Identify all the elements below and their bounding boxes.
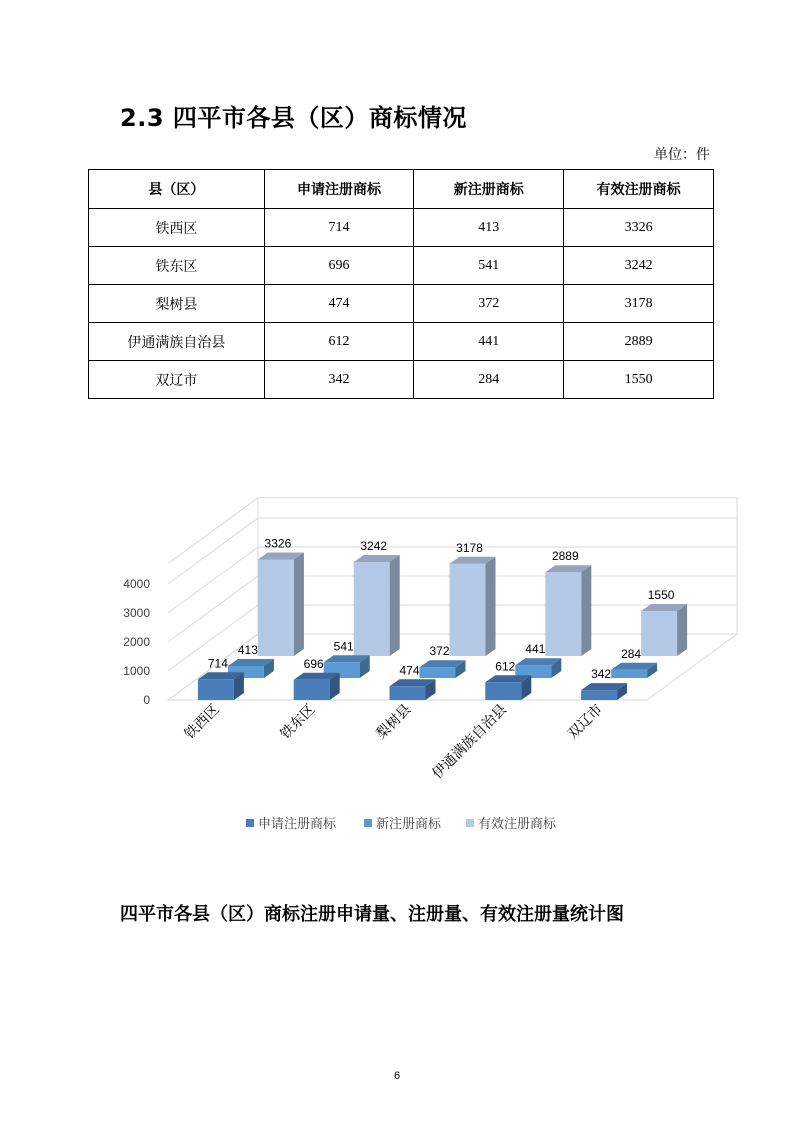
section-heading: 2.3 四平市各县（区）商标情况 (120, 104, 467, 132)
bar-front (611, 670, 647, 678)
chart-caption: 四平市各县（区）商标注册申请量、注册量、有效注册量统计图 (120, 904, 624, 925)
data-label: 3178 (456, 540, 483, 555)
cell-applied: 696 (264, 247, 414, 285)
bar-front (545, 572, 581, 656)
data-label: 441 (525, 642, 546, 657)
data-label: 612 (495, 659, 516, 674)
bar-front (450, 564, 486, 656)
cell-county: 双辽市 (89, 361, 265, 399)
data-label: 413 (237, 643, 258, 658)
cell-county: 铁西区 (89, 209, 265, 247)
data-label: 3326 (264, 536, 292, 551)
y-tick-label: 2000 (123, 635, 150, 649)
bar-front (641, 611, 677, 656)
x-tick-label: 铁西区 (181, 701, 223, 743)
cell-applied: 342 (264, 361, 414, 399)
page-number: 6 (393, 1070, 401, 1082)
header-new: 新注册商标 (414, 170, 564, 209)
bar-side (486, 557, 496, 656)
legend-label: 申请注册商标 (258, 817, 337, 832)
cell-valid: 1550 (564, 361, 714, 399)
data-label: 342 (591, 667, 612, 682)
cell-new: 413 (414, 209, 564, 247)
cell-new: 372 (414, 285, 564, 323)
cell-new: 441 (414, 323, 564, 361)
data-label: 2889 (551, 549, 579, 564)
bar-front (198, 679, 234, 700)
bar-side (390, 555, 400, 656)
legend-swatch (466, 819, 474, 827)
data-label: 3242 (360, 538, 388, 553)
bar-front (390, 686, 426, 700)
cell-county: 铁东区 (89, 247, 265, 285)
header-valid: 有效注册商标 (564, 170, 714, 209)
cell-county: 伊通满族自治县 (89, 323, 265, 361)
data-label: 1550 (647, 588, 675, 603)
bar-front (581, 690, 617, 700)
data-label: 696 (303, 656, 324, 671)
y-tick-label: 1000 (123, 664, 150, 678)
data-label: 541 (333, 639, 354, 654)
legend-label: 有效注册商标 (478, 817, 557, 832)
gridline (168, 498, 737, 564)
cell-valid: 3326 (564, 209, 714, 247)
x-tick-label: 铁东区 (277, 701, 319, 743)
x-tick-label: 双辽市 (564, 701, 606, 743)
legend-swatch (246, 819, 254, 827)
bar-side (294, 553, 304, 657)
cell-applied: 474 (264, 285, 414, 323)
data-label: 474 (399, 663, 420, 678)
cell-valid: 3242 (564, 247, 714, 285)
cell-new: 284 (414, 361, 564, 399)
legend-swatch (364, 819, 372, 827)
data-label: 284 (621, 646, 642, 661)
legend-label: 新注册商标 (376, 817, 442, 832)
bar-front (420, 667, 456, 678)
x-tick-label: 伊通满族自治县 (429, 701, 511, 783)
y-tick-label: 4000 (123, 577, 150, 591)
data-label: 372 (429, 644, 450, 659)
data-label: 714 (207, 656, 228, 671)
header-applied: 申请注册商标 (264, 170, 414, 209)
unit-label: 单位：件 (654, 147, 710, 163)
bar-side (581, 565, 591, 656)
cell-new: 541 (414, 247, 564, 285)
bar-front (294, 680, 330, 700)
x-tick-label: 梨树县 (373, 701, 415, 743)
header-county: 县（区） (89, 170, 265, 209)
cell-valid: 3178 (564, 285, 714, 323)
bar-front (485, 682, 521, 700)
cell-valid: 2889 (564, 323, 714, 361)
y-tick-label: 0 (143, 693, 150, 707)
cell-applied: 612 (264, 323, 414, 361)
y-tick-label: 3000 (123, 606, 150, 620)
cell-applied: 714 (264, 209, 414, 247)
bar-front (258, 560, 294, 657)
bar-side (677, 604, 687, 656)
bar-front (354, 562, 390, 656)
cell-county: 梨树县 (89, 285, 265, 323)
